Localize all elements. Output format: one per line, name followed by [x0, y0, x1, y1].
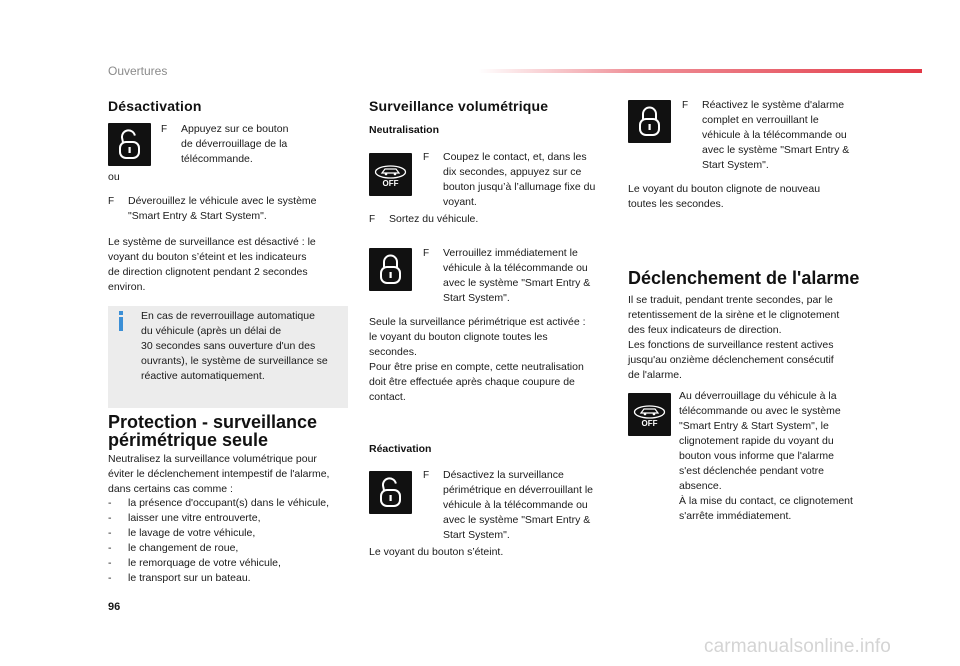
alarm-title: Déclenchement de l'alarme: [628, 268, 860, 288]
deactivation-paragraph: Le système de surveillance est désactivé : le voyant du bouton s’éteint et les indicateurs de direction clignotent pendant 2 secondes environ.: [108, 236, 316, 293]
step-text: Sortez du véhicule.: [389, 213, 479, 225]
list-item: - le remorquage de votre véhicule,: [108, 557, 281, 569]
bullet-marker: F: [682, 100, 689, 111]
reactivation-heading: Réactivation: [369, 443, 432, 455]
header-accent-bar: [478, 69, 922, 73]
unlock-icon: [369, 471, 412, 514]
lock-icon: [369, 248, 412, 291]
deactivation-title: Désactivation: [108, 98, 202, 114]
reactivation-full-step: [682, 98, 878, 173]
info-icon: [114, 310, 128, 332]
volumetric-title: Surveillance volumétrique: [369, 98, 549, 114]
reactivation-step: [423, 468, 607, 543]
page-number: 96: [108, 601, 121, 613]
neutralisation-paragraph: Seule la surveillance périmétrique est activée : le voyant du bouton clignote toutes les secondes. Pour être prise en compte, cette neutralisation doit être effectuée après chaque coupure de contact.: [369, 316, 586, 403]
svg-text:OFF: OFF: [641, 419, 658, 428]
svg-text:OFF: OFF: [382, 179, 399, 188]
neutralisation-step-3: [423, 246, 607, 306]
bullet-marker: F: [423, 470, 430, 481]
deactivation-step-text: Appuyez sur ce bouton de déverrouillage de la télécommande.: [181, 123, 289, 165]
reactivation-result: Le voyant du bouton s’éteint.: [369, 546, 504, 558]
alarm-off-button-icon: [628, 393, 671, 436]
list-item: - le transport sur un bateau.: [108, 572, 251, 584]
bullet-marker: F: [423, 248, 430, 259]
neutralisation-heading: Neutralisation: [369, 124, 440, 136]
step-text: Désactivez la surveillance périmétrique en déverrouillant le véhicule à la télécommande ou avec le système "Smart Entry & Start System".: [443, 469, 593, 541]
lock-icon: [628, 100, 671, 143]
step-text: Coupez le contact, et, dans les dix secondes, appuyez sur ce bouton jusqu’à l’allumage fixe du voyant.: [443, 151, 596, 208]
list-item: - le changement de roue,: [108, 542, 239, 554]
alarm-off-button-icon: [369, 153, 412, 196]
info-text: En cas de reverrouillage automatique du véhicule (après un délai de 30 secondes sans ouverture d'un des ouvrants), le système de surveillance se réactive automatiquement.: [141, 310, 328, 382]
protection-list: [108, 496, 356, 586]
bullet-marker: F: [369, 214, 376, 225]
alarm-paragraph: Il se traduit, pendant trente secondes, par le retentissement de la sirène et le clignotement des feux indicateurs de direction. Les fonctions de surveillance restent actives jusqu'au onzième déclenchement consécutif de l'alarme.: [628, 294, 840, 381]
protection-title-line2: périmétrique seule: [108, 430, 269, 450]
section-title: Ouvertures: [108, 64, 168, 78]
bullet-marker: F: [108, 196, 115, 207]
step-text: Verrouillez immédiatement le véhicule à la télécommande ou avec le système "Smart Entry & Start System".: [443, 247, 591, 304]
deactivation-bullet-2: [108, 194, 350, 224]
step-text: Réactivez le système d'alarme complet en verrouillant le véhicule à la télécommande ou avec le système "Smart Entry & Start System".: [702, 99, 850, 171]
neutralisation-step-1: [423, 150, 607, 210]
unlock-icon: [108, 123, 151, 166]
bullet-marker: F: [161, 124, 168, 135]
list-item: - le lavage de votre véhicule,: [108, 527, 256, 539]
bullet-marker: F: [423, 152, 430, 163]
deactivation-bullet-1: [161, 122, 341, 167]
watermark: carmanualsonline.info: [704, 636, 891, 657]
or-label: ou: [108, 171, 120, 183]
info-box: [108, 306, 348, 408]
alarm-note: Au déverrouillage du véhicule à la télécommande ou avec le système "Smart Entry & Start System", le clignotement rapide du voyant du bouton vous informe que l'alarme s'est déclenchée pendant votre absence. À la mise du contact, ce clignotement s'arrête immédiatement.: [679, 390, 853, 522]
list-item: - la présence d'occupant(s) dans le véhicule,: [108, 497, 330, 509]
neutralisation-step-2: [369, 212, 607, 227]
list-item: - laisser une vitre entrouverte,: [108, 512, 261, 524]
reactivation-full-result: Le voyant du bouton clignote de nouveau toutes les secondes.: [628, 183, 821, 210]
protection-intro: Neutralisez la surveillance volumétrique pour éviter le déclenchement intempestif de l'alarme, dans certains cas comme :: [108, 453, 330, 495]
deactivation-step-text: Déverouillez le véhicule avec le système "Smart Entry & Start System".: [128, 195, 317, 222]
protection-title-line1: Protection - surveillance: [108, 412, 318, 432]
